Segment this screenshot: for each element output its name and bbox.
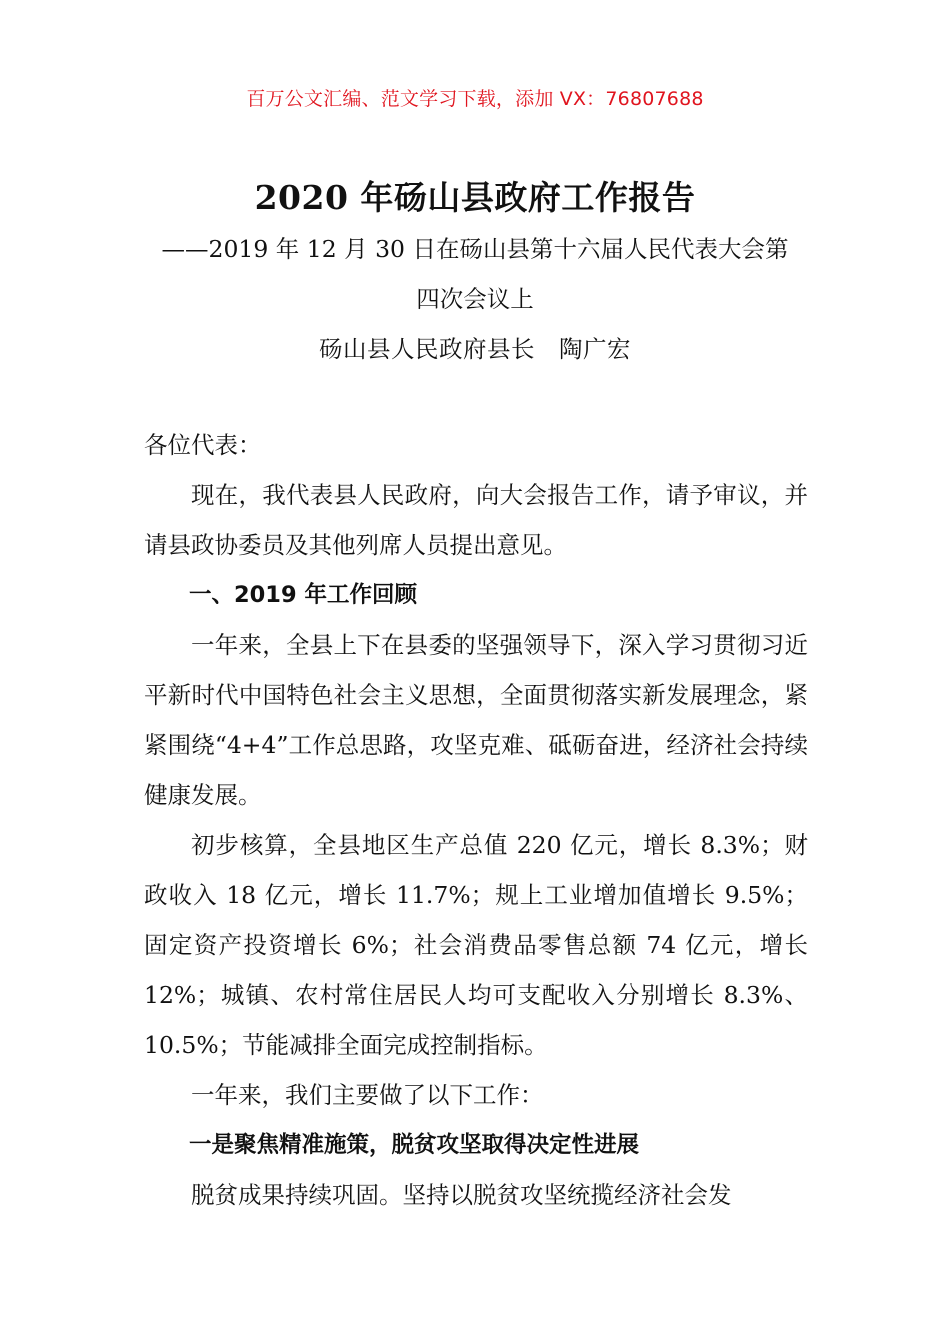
- report-body: [144, 420, 808, 1220]
- author-line: 砀山县人民政府县长 陶广宏: [319, 335, 631, 363]
- subtitle-line-1: ——2019 年 12 月 30 日在砀山县第十六届人民代表大会第: [161, 235, 789, 263]
- subtitle-line-2: 四次会议上: [416, 285, 534, 313]
- paragraph-intro: 现在，我代表县人民政府，向大会报告工作，请予审议，并请县政协委员及其他列席人员提出意见。: [144, 481, 808, 559]
- paragraph-poverty: 脱贫成果持续巩固。坚持以脱贫攻坚统揽经济社会发: [191, 1181, 732, 1209]
- subsection-heading: 一是聚焦精准施策，脱贫攻坚取得决定性进展: [189, 1132, 640, 1158]
- header-note: 百万公文汇编、范文学习下载，添加 VX：76807688: [246, 88, 704, 110]
- paragraph-statistics: 初步核算，全县地区生产总值 220 亿元，增长 8.3%；财政收入 18 亿元，增长 11.7%；规上工业增加值增长 9.5%；固定资产投资增长 6%；社会消费品零售总额 74 亿元，增长 12%；城镇、农村常住居民人均可支配收入分别增长 8.3%、10.5%；节能减排全面完成控制指标。: [144, 831, 808, 1059]
- report-title: 2020 年砀山县政府工作报告: [254, 178, 696, 217]
- paragraph-overview: 一年来，全县上下在县委的坚强领导下，深入学习贯彻习近平新时代中国特色社会主义思想，全面贯彻落实新发展理念，紧紧围绕“4+4”工作总思路，攻坚克难、砥砺奋进，经济社会持续健康发展。: [144, 631, 808, 809]
- salutation: 各位代表：: [144, 431, 262, 459]
- paragraph-work-intro: 一年来，我们主要做了以下工作：: [191, 1081, 544, 1109]
- section-heading: 一、2019 年工作回顾: [189, 582, 417, 608]
